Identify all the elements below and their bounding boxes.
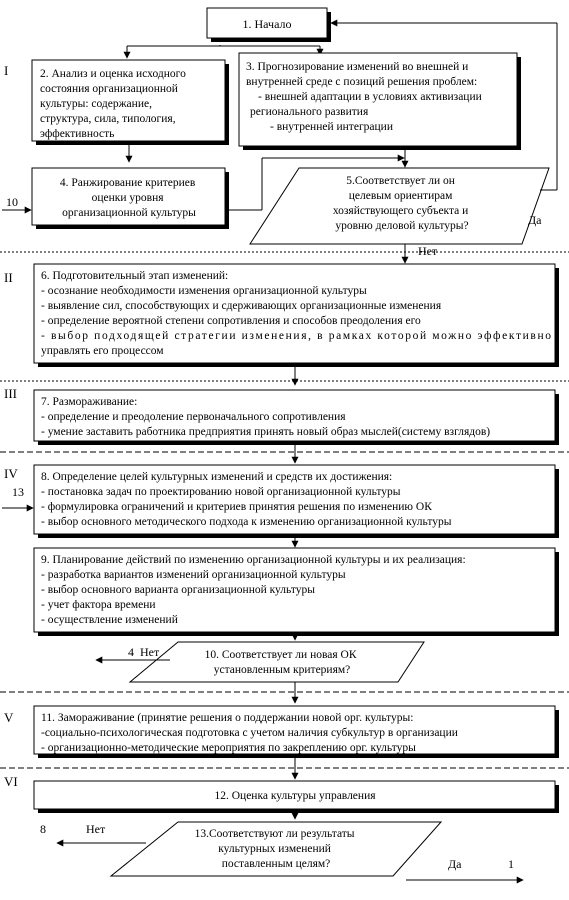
block-10-decision	[130, 642, 424, 682]
block-2-line: структура, сила, типология,	[40, 113, 176, 125]
block-9-planning	[34, 548, 559, 636]
block-5-line: 5.Соответствует ли он	[346, 175, 455, 187]
connector-1-label: 1	[508, 857, 514, 871]
block-8-line: - формулировка ограничений и критериев принятия решения по изменению ОК	[41, 501, 432, 513]
block-5-line: целевым ориентирам	[348, 190, 453, 202]
block-13-decision	[111, 822, 441, 876]
block-10-line: 10. Соответствует ли новая ОК	[204, 649, 357, 661]
block-3-line: - внутренней интеграции	[270, 121, 393, 133]
block-8-line: - выбор основного методического подхода к изменению организационной культуры	[41, 516, 452, 528]
no-label-10: Нет	[140, 645, 160, 659]
block-11-line: -социально-психологическая подготовка с учетом наличия субкультур в организации	[41, 727, 458, 739]
block-4-line: оценки уровня	[91, 192, 164, 204]
block-6-line: 6. Подготовительный этап изменений:	[41, 270, 229, 282]
no-label-5: Нет	[418, 244, 438, 258]
block-1-start	[207, 8, 331, 42]
stage-label-4: IV	[4, 466, 18, 481]
block-4-line: 4. Ранжирование критериев	[59, 177, 196, 189]
block-9-line: - выбор основного варианта организационной культуры	[41, 584, 315, 596]
block-6-line: - выявление сил, способствующих и сдерживающих организационные изменения	[41, 300, 442, 312]
block-8-line: 8. Определение целей культурных изменений и средств их достижения:	[41, 471, 393, 483]
block-13-line: культурных изменений	[218, 843, 331, 855]
block-12-assessment	[34, 781, 559, 813]
block-4-ranking	[32, 168, 229, 229]
connector-10-label: 10	[6, 195, 18, 209]
block-6-preparation	[34, 264, 559, 367]
block-2-line: 2. Анализ и оценка исходного	[40, 68, 186, 80]
stage-label-1: I	[4, 63, 9, 78]
block-11-line: - организационно-методические мероприятия по закреплению орг. культуры	[41, 742, 416, 754]
block-13-line: поставленным целям?	[221, 858, 331, 870]
block-9-line: - учет фактора времени	[41, 599, 156, 611]
block-5-line: уровню деловой культуры?	[335, 220, 469, 232]
block-6-line: - осознание необходимости изменения организационной культуры	[41, 285, 367, 297]
block-2-analysis	[32, 60, 229, 145]
block-1-text: 1. Начало	[242, 17, 292, 31]
block-11-freezing	[34, 706, 559, 758]
block-7-line: - определение и преодоление первоначального сопротивления	[41, 411, 346, 423]
block-8-line: - постановка задач по проектированию новой организационной культуры	[41, 486, 401, 498]
block-9-line: 9. Планирование действий по изменению организационной культуры и их реализация:	[41, 554, 466, 566]
block-5-line: хозяйствующего субъекта и	[332, 205, 469, 217]
stage-label-3: III	[4, 386, 17, 401]
connector-4-label: 4	[128, 645, 134, 659]
block-6-line: управлять его процессом	[41, 345, 164, 357]
block-12-text: 12. Оценка культуры управления	[214, 790, 376, 802]
block-6-line: - определение вероятной степени сопротивления и способов преодоления его	[41, 315, 421, 327]
yes-label-13: Да	[448, 857, 462, 871]
block-4-line: организационной культуры	[62, 207, 196, 219]
block-3-line: - внешней адаптации в условиях активизации	[258, 91, 482, 103]
connector-8-label: 8	[40, 822, 46, 836]
no-label-13: Нет	[86, 822, 106, 836]
block-11-line: 11. Замораживание (принятие решения о поддержании новой орг. культуры:	[41, 712, 414, 724]
svg-text:11. Замораживание (принятие ре	[41, 712, 461, 754]
block-6-line: - выбор подходящей стратегии изменения, в рамках которой можно эффективно	[41, 330, 551, 342]
block-5-decision	[250, 168, 549, 244]
connector-13-label: 13	[12, 485, 24, 499]
block-3-forecast	[239, 53, 521, 150]
stage-label-5: V	[4, 710, 14, 725]
block-8-goals	[34, 465, 559, 538]
block-7-line: - умение заставить работника предприятия принять новый образ мыслей(систему взглядов)	[41, 426, 491, 438]
block-3-line: 3. Прогнозирование изменений во внешней и	[246, 61, 469, 73]
block-7-line: 7. Размораживание:	[41, 396, 138, 408]
block-9-line: - осуществление изменений	[41, 614, 178, 626]
stage-label-6: VI	[4, 774, 18, 789]
block-2-line: состояния организационной	[40, 83, 178, 95]
block-13-line: 13.Соответствуют ли результаты	[194, 828, 355, 840]
block-3-line: внутренней среде с позиций решения проблем:	[246, 76, 478, 88]
block-7-unfreezing	[34, 390, 559, 445]
block-10-line: установленным критериям?	[213, 664, 351, 676]
block-3-line: регионального развития	[250, 106, 369, 118]
block-2-line: эффективность	[40, 128, 115, 140]
yes-label-5: Да	[528, 213, 542, 227]
block-2-line: культуры: содержание,	[40, 98, 152, 110]
block-9-line: - разработка вариантов изменений организационной культуры	[41, 569, 346, 581]
stage-label-2: II	[4, 270, 13, 285]
